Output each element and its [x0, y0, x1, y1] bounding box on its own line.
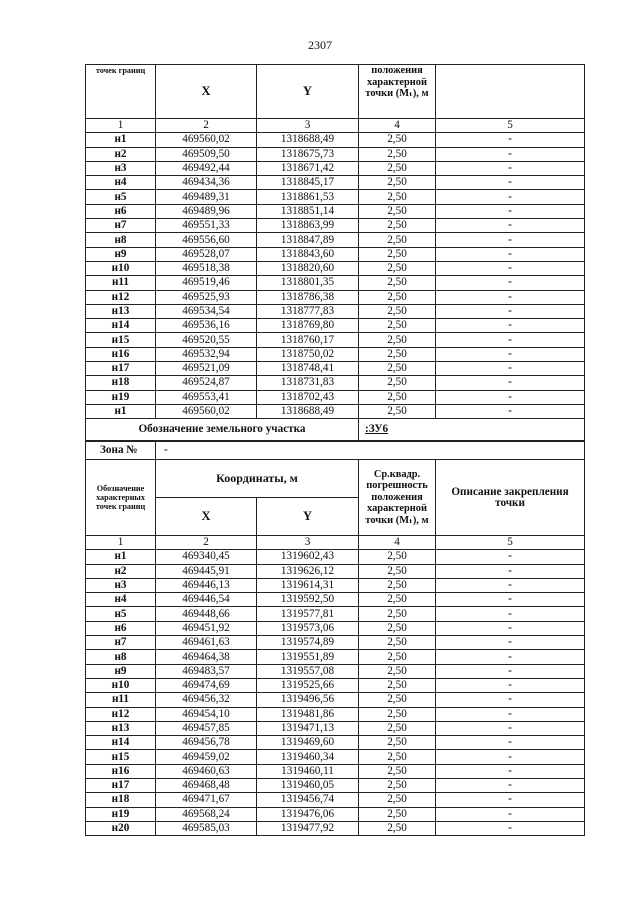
point-id: н10	[86, 678, 156, 692]
description-value: -	[436, 764, 585, 778]
table-row	[86, 650, 585, 664]
zone-row	[86, 442, 585, 460]
table-row	[86, 621, 585, 635]
table-row	[86, 607, 585, 621]
y-value: 1319460,34	[257, 750, 359, 764]
x-value: 469454,10	[156, 707, 257, 721]
accuracy-value: 2,50	[359, 807, 436, 821]
description-value: -	[436, 362, 585, 376]
table-row	[86, 161, 585, 175]
table-row	[86, 319, 585, 333]
accuracy-value: 2,50	[359, 793, 436, 807]
x-value: 469456,32	[156, 693, 257, 707]
accuracy-value: 2,50	[359, 721, 436, 735]
x-value: 469489,31	[156, 190, 257, 204]
y-value: 1319573,06	[257, 621, 359, 635]
x-value: 469448,66	[156, 607, 257, 621]
x-value: 469518,38	[156, 261, 257, 275]
table-row	[86, 347, 585, 361]
x-value: 469536,16	[156, 319, 257, 333]
y-value: 1319460,05	[257, 779, 359, 793]
point-id: н15	[86, 333, 156, 347]
point-id: н7	[86, 636, 156, 650]
column-number: 5	[436, 536, 585, 550]
accuracy-value: 2,50	[359, 176, 436, 190]
point-id: н19	[86, 807, 156, 821]
accuracy-column-header: Ср.квадр. погрешность положения характерной точки (Mₜ), м	[359, 460, 436, 536]
y-value: 1318801,35	[257, 276, 359, 290]
accuracy-value: 2,50	[359, 376, 436, 390]
y-value: 1318769,80	[257, 319, 359, 333]
point-id: н13	[86, 304, 156, 318]
y-column-header: Y	[257, 65, 359, 119]
description-value: -	[436, 636, 585, 650]
accuracy-value: 2,50	[359, 147, 436, 161]
table-row	[86, 190, 585, 204]
point-id: н4	[86, 176, 156, 190]
x-value: 469445,91	[156, 564, 257, 578]
x-value: 469468,48	[156, 779, 257, 793]
x-value: 469492,44	[156, 161, 257, 175]
point-id: н6	[86, 621, 156, 635]
point-id: н4	[86, 593, 156, 607]
table-row	[86, 721, 585, 735]
coordinates-column-header: Координаты, м	[156, 460, 359, 498]
point-id: н20	[86, 821, 156, 835]
coordinates-table-2	[85, 441, 585, 836]
accuracy-column-header: положения характерной точки (Mₜ), м	[359, 65, 436, 119]
x-value: 469560,02	[156, 404, 257, 418]
y-value: 1318863,99	[257, 219, 359, 233]
coordinates-table-2-body	[86, 442, 585, 836]
y-value: 1319481,86	[257, 707, 359, 721]
x-value: 469534,54	[156, 304, 257, 318]
y-value: 1319557,08	[257, 664, 359, 678]
table-row	[86, 578, 585, 592]
description-value: -	[436, 204, 585, 218]
accuracy-value: 2,50	[359, 564, 436, 578]
accuracy-value: 2,50	[359, 678, 436, 692]
column-number: 3	[257, 119, 359, 133]
table-row	[86, 564, 585, 578]
description-value: -	[436, 147, 585, 161]
y-value: 1318688,49	[257, 133, 359, 147]
points-column-header: Обозначение характерных точек границ	[86, 460, 156, 536]
x-value: 469459,02	[156, 750, 257, 764]
page-number: 2307	[308, 38, 332, 52]
description-value: -	[436, 750, 585, 764]
point-id: н18	[86, 793, 156, 807]
y-value: 1318843,60	[257, 247, 359, 261]
table-row	[86, 204, 585, 218]
y-value: 1319496,56	[257, 693, 359, 707]
accuracy-value: 2,50	[359, 636, 436, 650]
point-id: н1	[86, 404, 156, 418]
point-id: н14	[86, 319, 156, 333]
description-value: -	[436, 347, 585, 361]
description-value: -	[436, 333, 585, 347]
column-number: 4	[359, 119, 436, 133]
accuracy-value: 2,50	[359, 821, 436, 835]
point-id: н1	[86, 550, 156, 564]
table-row	[86, 290, 585, 304]
column-number: 2	[156, 119, 257, 133]
table-row	[86, 362, 585, 376]
description-value: -	[436, 578, 585, 592]
y-value: 1318671,42	[257, 161, 359, 175]
description-value: -	[436, 133, 585, 147]
y-value: 1318731,83	[257, 376, 359, 390]
point-id: н19	[86, 390, 156, 404]
point-id: н18	[86, 376, 156, 390]
column-number-row	[86, 536, 585, 550]
accuracy-value: 2,50	[359, 779, 436, 793]
table-row	[86, 176, 585, 190]
description-value: -	[436, 807, 585, 821]
column-number: 1	[86, 119, 156, 133]
y-value: 1318851,14	[257, 204, 359, 218]
table-row	[86, 693, 585, 707]
accuracy-value: 2,50	[359, 750, 436, 764]
accuracy-value: 2,50	[359, 133, 436, 147]
x-value: 469528,07	[156, 247, 257, 261]
description-value: -	[436, 390, 585, 404]
y-value: 1319476,06	[257, 807, 359, 821]
x-value: 469556,60	[156, 233, 257, 247]
coordinates-table-1-body	[86, 65, 585, 419]
table-row	[86, 779, 585, 793]
table-row	[86, 376, 585, 390]
accuracy-value: 2,50	[359, 693, 436, 707]
x-value: 469560,02	[156, 133, 257, 147]
y-value: 1319592,50	[257, 593, 359, 607]
point-id: н11	[86, 276, 156, 290]
x-value: 469519,46	[156, 276, 257, 290]
accuracy-value: 2,50	[359, 333, 436, 347]
description-value: -	[436, 176, 585, 190]
y-value: 1319602,43	[257, 550, 359, 564]
point-id: н16	[86, 764, 156, 778]
table-row	[86, 593, 585, 607]
description-value: -	[436, 247, 585, 261]
description-value: -	[436, 678, 585, 692]
accuracy-value: 2,50	[359, 550, 436, 564]
point-id: н14	[86, 736, 156, 750]
x-value: 469521,09	[156, 362, 257, 376]
accuracy-value: 2,50	[359, 390, 436, 404]
table-row	[86, 390, 585, 404]
description-value: -	[436, 319, 585, 333]
y-value: 1318675,73	[257, 147, 359, 161]
y-value: 1318750,02	[257, 347, 359, 361]
point-id: н8	[86, 233, 156, 247]
x-value: 469446,13	[156, 578, 257, 592]
description-value: -	[436, 261, 585, 275]
point-id: н3	[86, 578, 156, 592]
table-row	[86, 736, 585, 750]
table-row	[86, 550, 585, 564]
description-value: -	[436, 276, 585, 290]
x-column-header: X	[156, 65, 257, 119]
table-row	[86, 219, 585, 233]
y-value: 1318861,53	[257, 190, 359, 204]
accuracy-value: 2,50	[359, 736, 436, 750]
points-column-header: точек границ	[86, 65, 156, 119]
table-row	[86, 247, 585, 261]
description-value: -	[436, 650, 585, 664]
description-column-header: Описание закрепления точки	[436, 460, 585, 536]
y-value: 1319626,12	[257, 564, 359, 578]
x-value: 469474,69	[156, 678, 257, 692]
x-value: 469483,57	[156, 664, 257, 678]
table-row	[86, 261, 585, 275]
table-row	[86, 304, 585, 318]
description-value: -	[436, 233, 585, 247]
y-column-header: Y	[257, 498, 359, 536]
y-value: 1319460,11	[257, 764, 359, 778]
point-id: н2	[86, 147, 156, 161]
y-value: 1319577,81	[257, 607, 359, 621]
table-row	[86, 807, 585, 821]
accuracy-value: 2,50	[359, 362, 436, 376]
description-value: -	[436, 821, 585, 835]
y-value: 1318748,41	[257, 362, 359, 376]
y-value: 1319477,92	[257, 821, 359, 835]
point-id: н12	[86, 290, 156, 304]
accuracy-value: 2,50	[359, 664, 436, 678]
description-value: -	[436, 707, 585, 721]
accuracy-value: 2,50	[359, 247, 436, 261]
accuracy-value: 2,50	[359, 161, 436, 175]
description-value: -	[436, 290, 585, 304]
accuracy-value: 2,50	[359, 621, 436, 635]
description-value: -	[436, 721, 585, 735]
x-value: 469457,85	[156, 721, 257, 735]
point-id: н13	[86, 721, 156, 735]
column-number: 4	[359, 536, 436, 550]
table-header-row	[86, 65, 585, 119]
accuracy-value: 2,50	[359, 204, 436, 218]
x-value: 469568,24	[156, 807, 257, 821]
description-value: -	[436, 693, 585, 707]
description-column-header	[436, 65, 585, 119]
description-value: -	[436, 564, 585, 578]
table-row	[86, 750, 585, 764]
point-id: н16	[86, 347, 156, 361]
x-value: 469461,63	[156, 636, 257, 650]
description-value: -	[436, 190, 585, 204]
description-value: -	[436, 736, 585, 750]
column-number-row	[86, 119, 585, 133]
x-value: 469524,87	[156, 376, 257, 390]
description-value: -	[436, 376, 585, 390]
description-value: -	[436, 593, 585, 607]
table-row	[86, 636, 585, 650]
coordinates-table-1	[85, 64, 585, 441]
x-value: 469585,03	[156, 821, 257, 835]
column-number: 3	[257, 536, 359, 550]
description-value: -	[436, 404, 585, 418]
description-value: -	[436, 304, 585, 318]
table-header-row	[86, 460, 585, 498]
description-value: -	[436, 161, 585, 175]
description-value: -	[436, 621, 585, 635]
y-value: 1318777,83	[257, 304, 359, 318]
x-value: 469525,93	[156, 290, 257, 304]
x-value: 469460,63	[156, 764, 257, 778]
y-value: 1318845,17	[257, 176, 359, 190]
accuracy-value: 2,50	[359, 219, 436, 233]
y-value: 1318820,60	[257, 261, 359, 275]
accuracy-value: 2,50	[359, 261, 436, 275]
parcel-label: Обозначение земельного участка	[86, 419, 359, 441]
y-value: 1319456,74	[257, 793, 359, 807]
accuracy-value: 2,50	[359, 593, 436, 607]
y-value: 1319471,13	[257, 721, 359, 735]
point-id: н17	[86, 779, 156, 793]
accuracy-value: 2,50	[359, 404, 436, 418]
x-value: 469532,94	[156, 347, 257, 361]
point-id: н5	[86, 607, 156, 621]
column-number: 5	[436, 119, 585, 133]
accuracy-value: 2,50	[359, 578, 436, 592]
table-row	[86, 664, 585, 678]
accuracy-value: 2,50	[359, 319, 436, 333]
point-id: н12	[86, 707, 156, 721]
accuracy-value: 2,50	[359, 190, 436, 204]
point-id: н1	[86, 133, 156, 147]
y-value: 1319525,66	[257, 678, 359, 692]
table-row	[86, 276, 585, 290]
x-value: 469471,67	[156, 793, 257, 807]
table-row	[86, 333, 585, 347]
y-value: 1319614,31	[257, 578, 359, 592]
x-value: 469551,33	[156, 219, 257, 233]
table-row	[86, 764, 585, 778]
description-value: -	[436, 550, 585, 564]
accuracy-value: 2,50	[359, 707, 436, 721]
table-row	[86, 793, 585, 807]
zone-label: Зона №	[86, 442, 156, 460]
y-value: 1318847,89	[257, 233, 359, 247]
accuracy-value: 2,50	[359, 347, 436, 361]
point-id: н15	[86, 750, 156, 764]
x-value: 469451,92	[156, 621, 257, 635]
column-number: 1	[86, 536, 156, 550]
table-row	[86, 678, 585, 692]
y-value: 1318702,43	[257, 390, 359, 404]
accuracy-value: 2,50	[359, 764, 436, 778]
point-id: н11	[86, 693, 156, 707]
description-value: -	[436, 607, 585, 621]
x-value: 469434,36	[156, 176, 257, 190]
parcel-row	[86, 419, 585, 441]
table-row	[86, 707, 585, 721]
x-value: 469464,38	[156, 650, 257, 664]
zone-value: -	[156, 442, 585, 460]
accuracy-value: 2,50	[359, 304, 436, 318]
x-value: 469456,78	[156, 736, 257, 750]
point-id: н2	[86, 564, 156, 578]
accuracy-value: 2,50	[359, 607, 436, 621]
table-row	[86, 404, 585, 418]
y-value: 1318688,49	[257, 404, 359, 418]
point-id: н5	[86, 190, 156, 204]
point-id: н3	[86, 161, 156, 175]
y-value: 1319574,89	[257, 636, 359, 650]
accuracy-value: 2,50	[359, 276, 436, 290]
x-value: 469340,45	[156, 550, 257, 564]
description-value: -	[436, 779, 585, 793]
table-row	[86, 233, 585, 247]
table-row	[86, 821, 585, 835]
point-id: н6	[86, 204, 156, 218]
point-id: н10	[86, 261, 156, 275]
y-value: 1319551,89	[257, 650, 359, 664]
y-value: 1319469,60	[257, 736, 359, 750]
parcel-value: :ЗУ6	[359, 419, 585, 441]
column-number: 2	[156, 536, 257, 550]
x-value: 469553,41	[156, 390, 257, 404]
point-id: н8	[86, 650, 156, 664]
accuracy-value: 2,50	[359, 290, 436, 304]
y-value: 1318760,17	[257, 333, 359, 347]
x-value: 469509,50	[156, 147, 257, 161]
point-id: н9	[86, 664, 156, 678]
accuracy-value: 2,50	[359, 650, 436, 664]
accuracy-value: 2,50	[359, 233, 436, 247]
x-column-header: X	[156, 498, 257, 536]
table-row	[86, 147, 585, 161]
coordinates-table-1-footer	[86, 419, 585, 441]
x-value: 469520,55	[156, 333, 257, 347]
x-value: 469489,96	[156, 204, 257, 218]
description-value: -	[436, 664, 585, 678]
description-value: -	[436, 793, 585, 807]
x-value: 469446,54	[156, 593, 257, 607]
point-id: н17	[86, 362, 156, 376]
table-row	[86, 133, 585, 147]
point-id: н7	[86, 219, 156, 233]
point-id: н9	[86, 247, 156, 261]
y-value: 1318786,38	[257, 290, 359, 304]
description-value: -	[436, 219, 585, 233]
